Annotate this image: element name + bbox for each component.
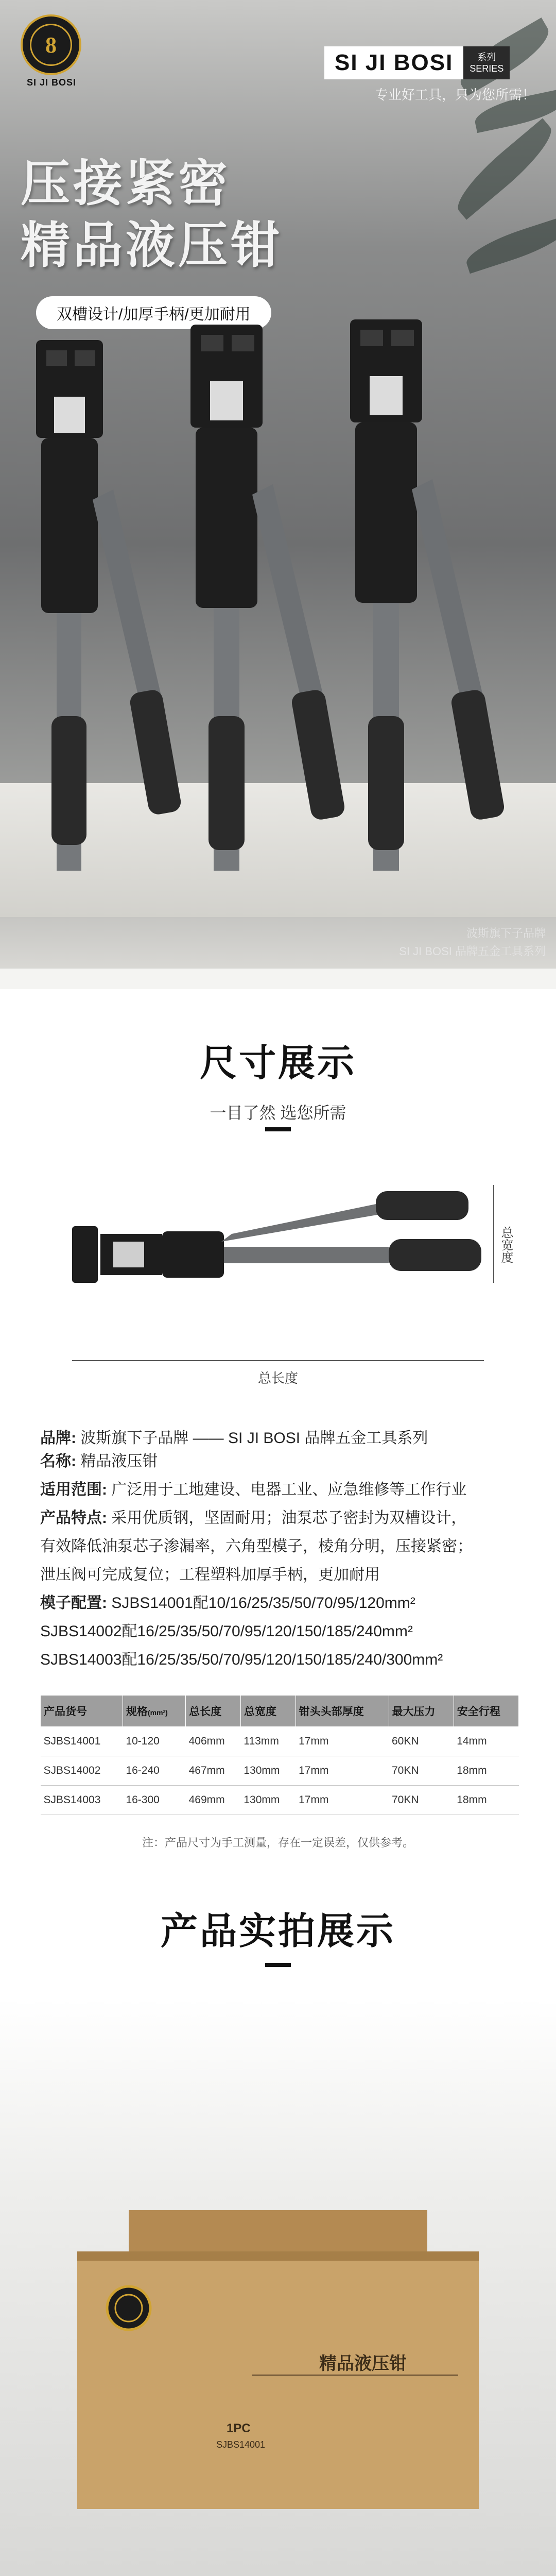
table-cell: 18mm <box>454 1756 518 1786</box>
length-label: 总长度 <box>257 1370 298 1386</box>
spec-name <box>40 1450 519 1473</box>
spec-die-line1: SJBS14001配10/16/25/35/50/70/95/120mm² <box>111 1595 415 1612</box>
spec-brand-label: 品牌: <box>40 1430 76 1447</box>
spec-name-label: 名称: <box>40 1453 76 1470</box>
series-en: SERIES <box>470 63 504 74</box>
table-cell: 113mm <box>240 1727 296 1756</box>
col-header: 产品货号 <box>41 1696 123 1727</box>
leaf-decoration <box>448 118 556 219</box>
table-cell: 406mm <box>186 1727 241 1756</box>
length-dimension-line <box>72 1360 484 1361</box>
crimper-tool-1-icon <box>36 340 182 871</box>
tagline-pill: 双槽设计/加厚手柄/更加耐用 <box>36 296 271 329</box>
table-cell: 10-120 <box>123 1727 185 1756</box>
logo-text: SI JI BOSI <box>26 77 77 88</box>
spec-feature-line1: 采用优质钢，坚固耐用；油泵芯子密封为双槽设计， <box>111 1510 467 1527</box>
table-cell: 14mm <box>454 1727 518 1756</box>
spec-die-label: 模子配置: <box>40 1595 107 1612</box>
table-cell: 16-300 <box>123 1786 185 1815</box>
hero-bottom-strip <box>0 969 556 989</box>
table-cell: SJBS14003 <box>41 1786 123 1815</box>
table-row <box>41 1786 519 1815</box>
title-underline <box>265 1127 291 1131</box>
spec-die-line3: SJBS14003配16/25/35/50/70/95/120/150/185/240/300mm² <box>40 1651 443 1668</box>
table-row <box>41 1756 519 1786</box>
table-note: 注：产品尺寸为手工测量，存在一定误差，仅供参考。 <box>142 1836 414 1849</box>
col-header-unit: (mm²) <box>147 1708 168 1717</box>
hero-title-line2: 精品液压钳 <box>21 218 283 273</box>
col-header: 钳头头部厚度 <box>296 1696 389 1727</box>
hydraulic-crimper-group-icon <box>0 319 556 948</box>
table-cell: 70KN <box>389 1756 454 1786</box>
spec-scope <box>40 1479 519 1501</box>
crimper-tool-2-icon <box>190 325 346 871</box>
spec-brand <box>40 1427 519 1450</box>
table-cell: 18mm <box>454 1786 518 1815</box>
spec-feature-label: 产品特点: <box>40 1510 107 1527</box>
series-label <box>463 46 510 79</box>
spec-table-header <box>41 1696 519 1727</box>
table-cell: 16-240 <box>123 1756 185 1786</box>
table-cell: 17mm <box>296 1727 389 1756</box>
table-cell: 130mm <box>240 1786 296 1815</box>
spec-die-line2: SJBS14002配16/25/35/50/70/95/120/150/185/240mm² <box>40 1623 413 1640</box>
col-header: 安全行程 <box>454 1696 518 1727</box>
brand-logo-icon: 8 <box>21 14 81 75</box>
table-cell: 60KN <box>389 1727 454 1756</box>
height-dimension-line <box>493 1185 494 1283</box>
col-header-text: 规格 <box>126 1706 148 1718</box>
series-cn: 系列 <box>477 52 496 62</box>
table-cell: 70KN <box>389 1786 454 1815</box>
watermark-line1: 波斯旗下子品牌 <box>466 927 546 940</box>
spec-scope-value: 广泛用于工地建设、电器工业、应急维修等工作行业 <box>111 1481 467 1498</box>
table-cell: SJBS14001 <box>41 1727 123 1756</box>
spec-table <box>40 1695 519 1815</box>
col-header: 总宽度 <box>240 1696 296 1727</box>
table-cell: 17mm <box>296 1756 389 1786</box>
col-header: 总长度 <box>186 1696 241 1727</box>
spec-feature <box>40 1507 519 1530</box>
table-cell: SJBS14002 <box>41 1756 123 1786</box>
box-model: SJBS14001 <box>216 2439 266 2450</box>
col-header <box>123 1696 185 1727</box>
table-cell: 467mm <box>186 1756 241 1786</box>
title-underline <box>265 1963 291 1967</box>
table-cell: 469mm <box>186 1786 241 1815</box>
crimper-side-view-icon <box>51 1185 505 1355</box>
photos-title: 产品实拍展示 <box>160 1911 395 1952</box>
dimensions-subtitle: 一目了然 选您所需 <box>210 1104 346 1122</box>
brand-badge <box>324 46 510 79</box>
spec-feature-line3: 泄压阀可完成复位；工程塑料加厚手柄，更加耐用 <box>40 1566 380 1583</box>
spec-die <box>40 1592 519 1615</box>
table-cell: 130mm <box>240 1756 296 1786</box>
hero-title-line1: 压接紧密 <box>21 156 231 211</box>
brand-name: SI JI BOSI <box>324 46 463 79</box>
hero-banner <box>0 0 556 989</box>
spec-scope-label: 适用范围: <box>40 1481 107 1498</box>
spec-feature-line2: 有效降低油泵芯子渗漏率，六角型模子，棱角分明，压接紧密； <box>40 1538 473 1555</box>
slogan: 专业好工具，只为您所需！ <box>374 87 535 103</box>
crimper-tool-3-icon <box>350 319 506 871</box>
table-cell: 17mm <box>296 1786 389 1815</box>
leaf-decoration <box>462 216 556 274</box>
height-label: 总宽度 <box>499 1226 513 1263</box>
watermark-line2: SI JI BOSI 品牌五金工具系列 <box>399 945 546 958</box>
packaging-box-icon <box>67 2205 489 2514</box>
spec-brand-value: 波斯旗下子品牌 —— SI JI BOSI 品牌五金工具系列 <box>80 1430 428 1447</box>
box-qty: 1PC <box>227 2421 251 2435</box>
col-header: 最大压力 <box>389 1696 454 1727</box>
spec-name-value: 精品液压钳 <box>80 1453 158 1470</box>
table-row <box>41 1727 519 1756</box>
box-label: 精品液压钳 <box>319 2354 407 2374</box>
dimensions-title: 尺寸展示 <box>199 1043 356 1084</box>
